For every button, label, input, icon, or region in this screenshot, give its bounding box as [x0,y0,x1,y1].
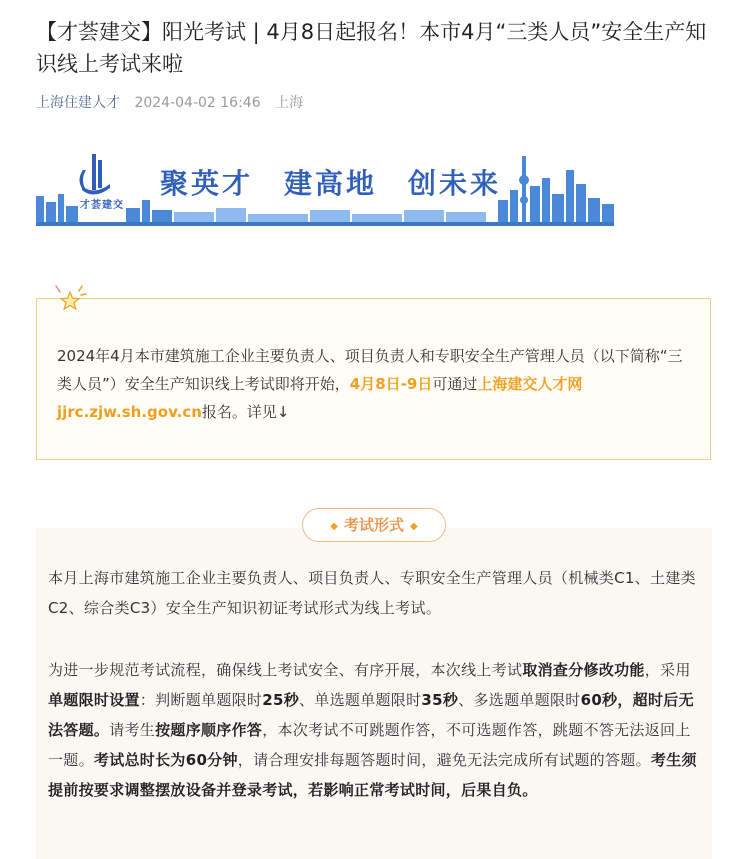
section-heading-label: 考试形式 [343,516,404,534]
diamond-icon: ◆ [410,521,418,532]
rules-emphasis: 单题限时设置 [48,691,140,709]
rules-text: ，请合理安排每题答题时间，避免无法完成所有试题的答题。 [237,751,651,769]
banner-slogan: 聚英才 建高地 创未来 [160,167,502,200]
rules-text: 、单选题单题限时 [299,691,422,709]
notice-box [36,298,711,460]
article-title: 【才荟建交】阳光考试 | 4月8日起报名！本市4月“三类人员”安全生产知识线上考试来啦 [36,20,707,76]
publish-date: 2024-04-02 16:46 [134,95,261,111]
author-link[interactable]: 上海住建人才 [36,95,120,111]
notice-text-end: 报名。详见↓ [201,403,290,421]
rules-emphasis: 35秒 [421,691,459,709]
rules-emphasis: 取消查分修改功能 [522,661,645,679]
notice-text-intro: 2024年4月本市建筑施工企业主要负责人、项目负责人和专职安全生产管理人员（以下简称“三类人员”）安全生产知识线上考试即将开始， [57,347,683,393]
rules-emphasis: 按题序顺序作答 [155,721,263,739]
exam-format-paragraph: 本月上海市建筑施工企业主要负责人、项目负责人、专职安全生产管理人员（机械类C1、土建类C2、综合类C3）安全生产知识初证考试形式为线上考试。 [48,569,696,617]
registration-dates: 4月8日-9日 [349,375,433,393]
banner-logo-text: 才荟建交 [80,200,124,211]
rules-emphasis: 60秒，超时后无法答题。 [48,691,694,739]
rules-text: 请考生 [109,721,156,739]
rules-text: ：判断题单题限时 [139,691,263,709]
publish-location: 上海 [275,95,304,111]
rules-text: ，采用 [644,661,691,679]
exam-rules-paragraph [48,655,703,805]
header-banner [36,150,614,226]
diamond-icon: ◆ [330,521,338,532]
rules-text: 为进一步规范考试流程，确保线上考试安全、有序开展，本次线上考试 [48,661,523,679]
rules-text: ，本次考试不可跳题作答，不可选题作答，跳题不答无法返回上一题。 [48,721,691,769]
notice-text-mid: 可通过 [432,375,478,393]
rules-emphasis: 25秒 [262,691,299,709]
rules-text: 、多选题单题限时 [458,691,581,709]
notice-text [57,342,693,426]
rules-emphasis: 考试总时长为60分钟 [93,751,238,769]
rules-emphasis: 考生须提前按要求调整摆放设备并登录考试，若影响正常考试时间，后果自负。 [48,751,697,799]
section-heading [302,508,446,542]
star-icon [48,280,92,316]
article-meta [36,92,303,112]
registration-site-link[interactable]: 上海建交人才网jjrc.zjw.sh.gov.cn [57,375,583,421]
